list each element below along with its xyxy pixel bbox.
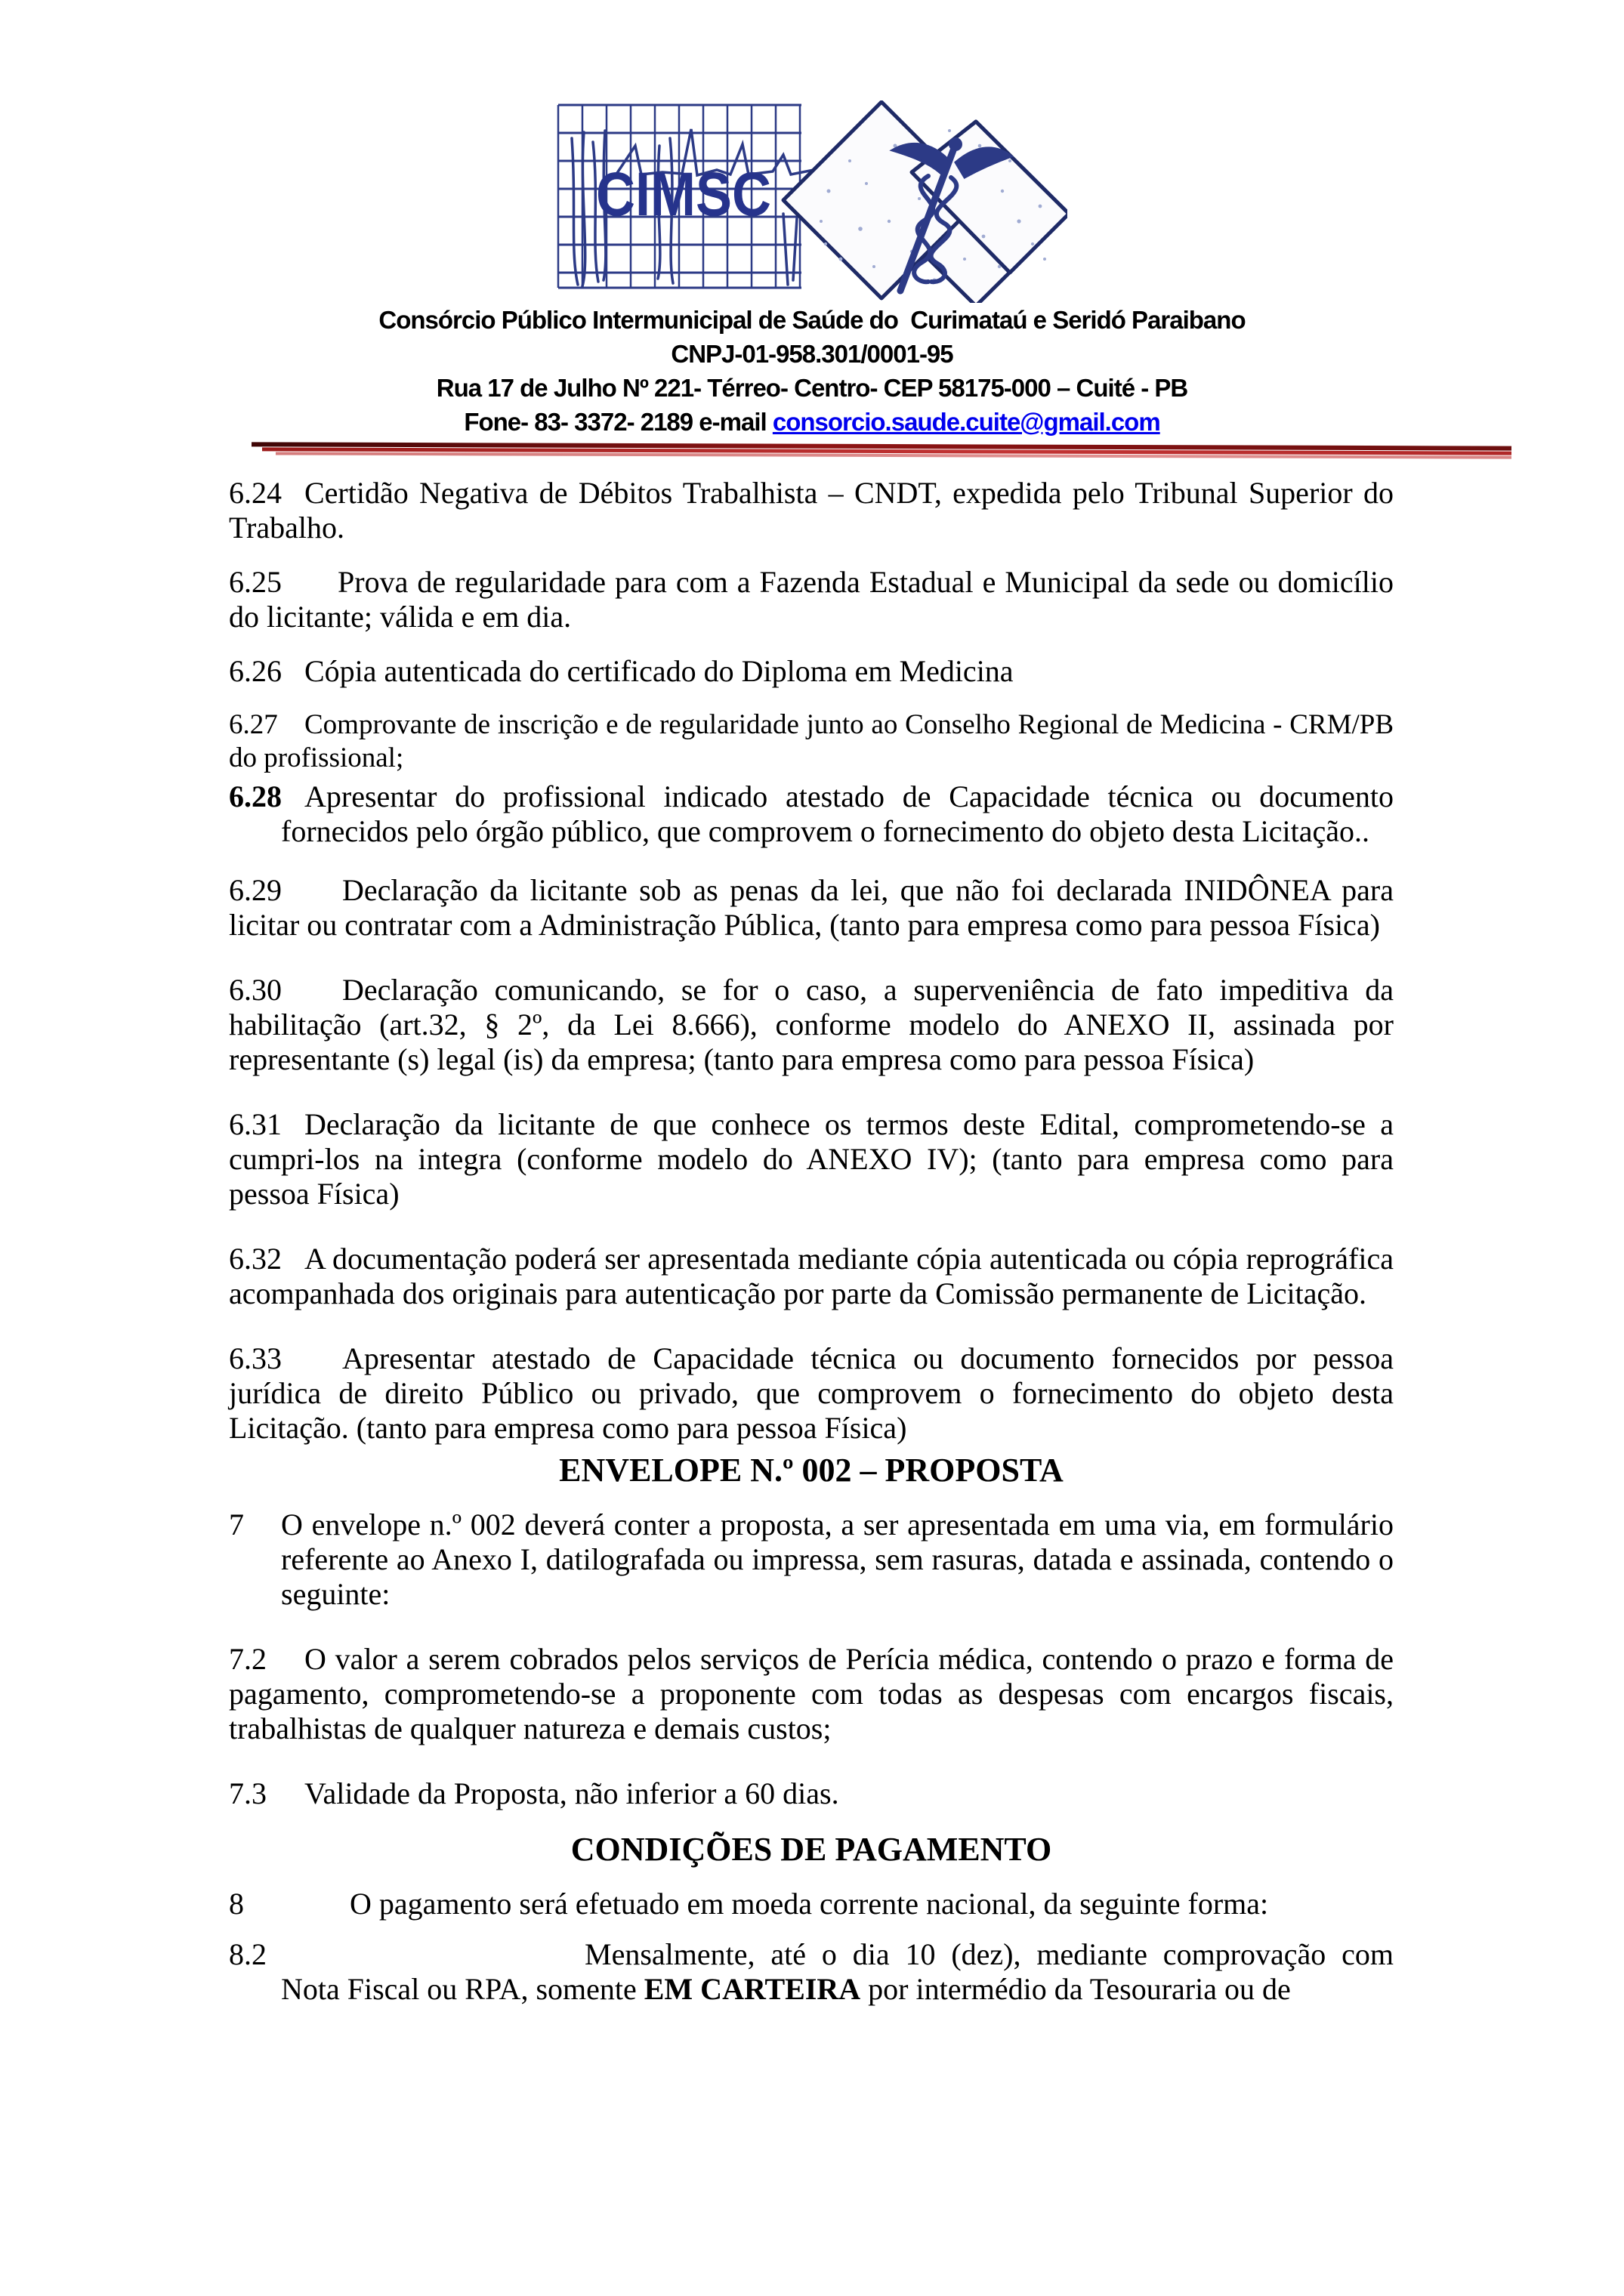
clause-7.3 [229,1776,1394,1811]
clause-6.28 [229,779,1394,849]
clause-text: Apresentar atestado de Capacidade técnica ou documento fornecidos por pessoa jurídica de direito Público ou privado, que comprovem o fornecimento do objeto desta Licitação. (tanto para empresa como para pessoa Física) [229,1341,1394,1445]
clause-number: 6.32 [229,1242,282,1276]
org-name: Consórcio Público Intermunicipal de Saúde do Curimataú e Seridó Paraibano [378,306,1246,334]
clause-text: Declaração da licitante de que conhece os termos deste Edital, comprometendo-se a cumpri-los na integra (conforme modelo do ANEXO IV); (tanto para empresa como para pessoa Física) [229,1107,1394,1211]
clause-text: Prova de regularidade para com a Fazenda Estadual e Municipal da sede ou domicílio do licitante; válida e em dia. [229,565,1394,634]
clause-number: 6.27 [229,709,278,740]
clause-text: Cópia autenticada do certificado do Diploma em Medicina [304,654,1014,688]
clause-6.27 [229,708,1394,775]
clause-number: 6.24 [229,476,282,510]
org-address: Rua 17 de Julho Nº 221- Térreo- Centro- CEP 58175-000 – Cuité - PB [436,374,1188,402]
org-cnpj: CNPJ-01-958.301/0001-95 [671,340,953,368]
cross-star [783,102,1067,303]
phone-label: Fone- 83- 3372- 2189 e-mail [464,408,773,436]
logo-acronym-text: CIMSC [596,160,771,229]
clause-6.30 [229,973,1394,1077]
email-link[interactable]: consorcio.saude.cuite@gmail.com [772,408,1160,436]
cimsc-logo [557,100,1067,303]
clause-number: 7.2 [229,1642,267,1676]
clause-text: Comprovante de inscrição e de regularidade junto ao Conselho Regional de Medicina - CRM/PB do profissional; [229,709,1394,773]
clause-number: 6.29 [229,873,282,907]
clause-text: O valor a serem cobrados pelos serviços de Perícia médica, contendo o prazo e forma de pagamento, comprometendo-se a proponente com todas as despesas com encargos fiscais, trabalhistas de qualquer natureza e demais custos; [229,1642,1394,1745]
clause-text: Certidão Negativa de Débitos Trabalhista – CNDT, expedida pelo Tribunal Superior do Trabalho. [229,476,1394,545]
clause-6.25 [229,565,1394,634]
clause-text: Validade da Proposta, não inferior a 60 dias. [304,1776,839,1810]
clause-6.24 [229,476,1394,545]
clause-text-bold: EM CARTEIRA [644,1972,861,2006]
clause-6.33 [229,1341,1394,1446]
org-contact [0,405,1624,439]
clause-text: Declaração comunicando, se for o caso, a superveniência de fato impeditiva da habilitação (art.32, § 2º, da Lei 8.666), conforme modelo do ANEXO II, assinada por representante (s) legal (is) da empresa; (tanto para empresa como para pessoa Física) [229,973,1394,1076]
logo-graphic [557,100,1067,303]
clause-text: Apresentar do profissional indicado atestado de Capacidade técnica ou documento fornecidos pelo órgão público, que comprovem o fornecimento do objeto desta Licitação.. [281,779,1394,848]
document-body [229,476,1394,2007]
clause-6.26 [229,654,1394,689]
clause-6.29 [229,873,1394,943]
clause-number: 6.30 [229,973,282,1007]
clause-number: 6.31 [229,1107,282,1141]
clause-number: 6.28 [229,779,282,813]
clause-number: 8 [229,1887,244,1921]
letterhead [0,303,1624,439]
clause-number: 6.25 [229,565,282,599]
section-heading: ENVELOPE N.º 002 – PROPOSTA [559,1452,1064,1489]
clause-7 [229,1508,1394,1612]
clause-8.2 [229,1937,1394,2007]
clause-6.31 [229,1107,1394,1211]
clause-number: 7 [229,1508,244,1541]
clause-text: Declaração da licitante sob as penas da lei, que não foi declarada INIDÔNEA para licitar ou contratar com a Administração Pública, (tanto para empresa como para pessoa Física) [229,873,1394,942]
clause-number: 7.3 [229,1776,267,1810]
clause-text: A documentação poderá ser apresentada mediante cópia autenticada ou cópia reprográfica acompanhada dos originais para autenticação por parte da Comissão permanente de Licitação. [229,1242,1394,1310]
clause-7.2 [229,1642,1394,1746]
clause-text: Mensalmente, até o dia 10 (dez), mediante comprovação com Nota Fiscal ou RPA, somente [281,1937,1394,2006]
clause-6.32 [229,1242,1394,1311]
clause-number: 6.26 [229,654,282,688]
clause-8 [229,1887,1394,1921]
section-heading: CONDIÇÕES DE PAGAMENTO [570,1831,1052,1868]
clause-text: O envelope n.º 002 deverá conter a proposta, a ser apresentada em uma via, em formulário referente ao Anexo I, datilografada ou impressa, sem rasuras, datada e assinada, contendo o seguinte: [281,1508,1394,1611]
clause-text: O pagamento será efetuado em moeda corrente nacional, da seguinte forma: [350,1887,1269,1921]
clause-text: por intermédio da Tesouraria ou de [860,1972,1291,2006]
clause-number: 8.2 [229,1937,267,1971]
separator-rule [252,442,1511,458]
clause-number: 6.33 [229,1341,282,1375]
